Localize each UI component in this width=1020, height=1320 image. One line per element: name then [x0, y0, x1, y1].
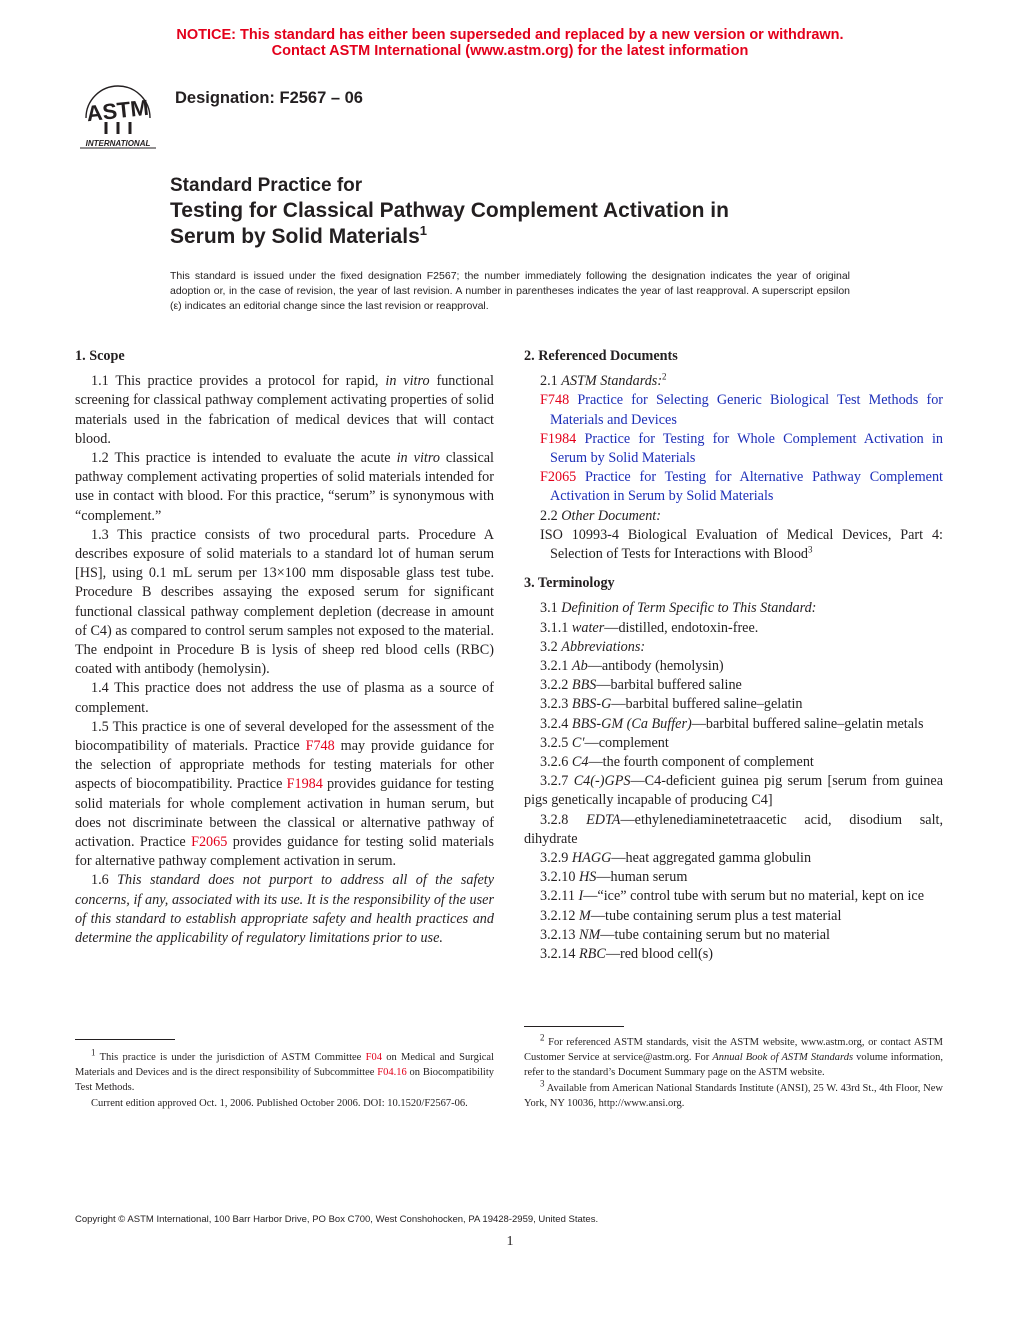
- edition-note: Current edition approved Oct. 1, 2006. Published October 2006. DOI: 10.1520/F2567-06.: [91, 1097, 468, 1109]
- abbreviations-italic: Abbreviations:: [561, 638, 646, 655]
- scope-1-5-text-b: may provide guidance for the selection of appropriate methods for testing materials for other aspects of biocompatibility. Practice: [75, 738, 494, 793]
- term-item: [524, 849, 943, 868]
- left-column: [75, 347, 494, 948]
- scope-1-6: [75, 871, 494, 948]
- footnote-1: [75, 1047, 494, 1096]
- copyright: Copyright © ASTM International, 100 Barr Harbor Drive, PO Box C700, West Conshohocken, PA 19428-2959, United States.: [75, 1214, 599, 1225]
- term-name: water: [571, 619, 605, 636]
- term-def: —heat aggregated gamma globulin: [611, 850, 812, 867]
- term-item: [524, 695, 943, 714]
- ref-code-f2065[interactable]: F2065: [540, 469, 577, 486]
- ref-title[interactable]: Practice for Testing for Whole Complement Activation in Serum by Solid Materials: [550, 430, 944, 467]
- scope-1-5-text-a: 1.5 This practice is one of several developed for the assessment of the biocompatibility of materials. Practice: [75, 718, 494, 755]
- astm-standards-num: 2.1: [540, 373, 562, 390]
- footnote-1-text-b: on Medical and Surgical Materials and Devices and is the direct responsibility of Subcommittee: [75, 1052, 494, 1079]
- scope-1-5-text-c: provides guidance for testing solid materials for whole complement activation in human serum, but does not discriminate between the classical or alternative pathway of activation. Practice: [75, 776, 494, 851]
- term-num: 3.2.7: [540, 773, 574, 790]
- footnotes-left: [75, 1047, 494, 1111]
- title-line-3: [170, 224, 870, 250]
- term-num: 3.2.13: [540, 926, 580, 943]
- scope-1-2: [75, 449, 494, 526]
- notice-line-2: Contact ASTM International (www.astm.org) for the latest information: [271, 43, 749, 59]
- abbreviations-label: [524, 638, 943, 657]
- page-number: 1: [506, 1234, 514, 1249]
- footnote-2-text-a: For referenced ASTM standards, visit the ASTM website, www.astm.org, or contact ASTM Customer Service at service@astm.org. For: [524, 1037, 943, 1064]
- document-title: [170, 174, 870, 250]
- ref-code-f748[interactable]: F748: [540, 392, 570, 409]
- term-def: —ethylenediaminetetraacetic acid, disodium salt, dihydrate: [524, 811, 943, 847]
- scope-1-1: [75, 372, 494, 449]
- link-f2065[interactable]: F2065: [191, 834, 228, 851]
- ref-item[interactable]: [524, 468, 943, 506]
- footnote-2: [524, 1032, 943, 1081]
- term-item: [524, 811, 943, 849]
- designation: Designation: F2567 – 06: [175, 89, 363, 107]
- link-committee-f04[interactable]: F04: [365, 1052, 382, 1063]
- term-name: EDTA: [586, 811, 621, 828]
- term-def: —red blood cell(s): [605, 946, 713, 963]
- footnote-rule-left: [75, 1039, 175, 1040]
- term-num: 3.2.5: [540, 734, 572, 751]
- definition-label: [524, 599, 943, 618]
- footnote-2-marker: 2: [540, 1032, 545, 1043]
- ref-title[interactable]: Practice for Selecting Generic Biological Test Methods for Materials and Devices: [550, 392, 944, 428]
- term-def: —human serum: [596, 869, 688, 886]
- term-num: 3.2.4: [540, 715, 572, 732]
- notice-line-1: NOTICE: This standard has either been superseded and replaced by a new version or withdrawn.: [176, 27, 844, 43]
- term-num: 3.2.10: [540, 869, 580, 886]
- terminology-heading: 3. Terminology: [524, 575, 615, 592]
- term-def: —tube containing serum plus a test material: [590, 907, 842, 924]
- scope-1-6-italic: This standard does not purport to address all of the safety concerns, if any, associated with its use. It is the responsibility of the user of this standard to establish appropriate safety and health practices and determine the applicability of regulatory limitations prior to use.: [75, 872, 494, 947]
- title-line-3-text: Serum by Solid Materials: [170, 225, 420, 248]
- term-def: —tube containing serum but no material: [600, 926, 830, 943]
- term-name: I: [578, 888, 584, 905]
- title-line-1: Standard Practice for: [170, 175, 363, 196]
- term-item: [524, 772, 943, 810]
- scope-1-5-text-d: provides guidance for testing solid materials for alternative pathway complement activation in serum.: [75, 834, 494, 870]
- ref-code-f1984[interactable]: F1984: [540, 430, 577, 447]
- astm-logo-icon: [76, 74, 160, 150]
- logo-subtext: INTERNATIONAL: [85, 139, 151, 148]
- scope-1-2-text-b: classical pathway complement activating properties of solid materials intended for use in contact with blood. For this practice, “serum” is synonymous with “complement.”: [75, 450, 494, 524]
- scope-heading: 1. Scope: [75, 348, 125, 364]
- term-item: [524, 887, 943, 906]
- footnote-3-marker: 3: [540, 1078, 545, 1089]
- term-name: BBS: [571, 677, 597, 694]
- term-item: [524, 715, 943, 734]
- term-num: 3.2.11: [540, 888, 579, 905]
- term-name: Ab: [571, 658, 588, 675]
- iso-sup: 3: [808, 544, 813, 555]
- scope-1-3: 1.3 This practice consists of two procedural parts. Procedure A describes exposure of solid materials to a standard lot of human serum [HS], using 0.1 mL serum per 13×100 mm disposable glass test tube. Procedure B describes assaying the exposed serum for significant functional classical pathway complement depletion (decrease in amount of C4) as compared to control serum samples not exposed to the material. The endpoint in Procedure B is lysis of sheep red blood cells (RBC) coated with antibody (hemolysin).: [75, 526, 494, 678]
- footnote-2-italic: Annual Book of ASTM Standards: [712, 1052, 854, 1064]
- scope-1-2-text: 1.2 This practice is intended to evaluate the acute: [91, 450, 397, 467]
- other-document-italic: Other Document:: [561, 507, 661, 524]
- scope-1-1-italic: in vitro: [385, 373, 430, 390]
- astm-standards-label: [524, 372, 943, 391]
- term-def: —barbital buffered saline–gelatin: [611, 696, 803, 713]
- other-document-num: 2.2: [540, 507, 562, 524]
- astm-standards-italic: ASTM Standards:: [561, 373, 663, 390]
- term-def: —complement: [584, 734, 669, 751]
- footnote-rule-right: [524, 1026, 624, 1027]
- term-num: 3.2.14: [540, 946, 580, 963]
- link-f748[interactable]: F748: [305, 738, 335, 755]
- term-item: [524, 945, 943, 964]
- footnote-3: [524, 1078, 943, 1111]
- other-document-label: [524, 507, 943, 526]
- term-item: [524, 907, 943, 926]
- term-num: 3.2.3: [540, 696, 572, 713]
- term-num: 3.2.2: [540, 677, 572, 694]
- term-name: C4: [571, 754, 589, 771]
- scope-1-1-text-b: functional screening for classical pathway complement activating properties of solid materials used in the fabrication of medical devices that will contact blood.: [75, 373, 494, 447]
- term-def: —“ice” control tube with serum but no material, kept on ice: [583, 888, 925, 905]
- referenced-heading: 2. Referenced Documents: [524, 348, 678, 364]
- footnotes-right: [524, 1032, 943, 1111]
- term-num: 3.1.1: [540, 619, 572, 636]
- scope-1-5: [75, 718, 494, 872]
- term-num: 3.2.8: [540, 811, 587, 828]
- title-line-2: Testing for Classical Pathway Complement Activation in: [170, 199, 729, 222]
- ref-title[interactable]: Practice for Testing for Alternative Pathway Complement Activation in Serum by Solid Materials: [550, 469, 943, 505]
- term-name: RBC: [579, 946, 606, 963]
- astm-standards-sup: 2: [662, 371, 667, 382]
- ref-item[interactable]: [524, 430, 943, 468]
- iso-text: ISO 10993-4 Biological Evaluation of Medical Devices, Part 4: Selection of Tests for Interactions with Blood: [540, 526, 943, 563]
- supersede-notice: [0, 27, 1020, 59]
- ref-item[interactable]: [524, 391, 943, 429]
- scope-1-6-num: 1.6: [91, 872, 118, 889]
- term-num: 3.2.12: [540, 907, 580, 924]
- definition-num: 3.1: [540, 600, 562, 617]
- term-name: HS: [579, 869, 597, 886]
- term-num: 3.2.6: [540, 754, 572, 771]
- term-num: 3.2.9: [540, 850, 572, 867]
- term-name: C4(-)GPS: [573, 773, 631, 790]
- abbreviations-num: 3.2: [540, 638, 562, 655]
- title-footnote-marker: 1: [419, 223, 427, 238]
- term-name: BBS-G: [571, 696, 612, 713]
- term-item: [524, 657, 943, 676]
- logo-text: ASTM: [85, 94, 150, 127]
- term-item: [524, 676, 943, 695]
- iso-reference: [524, 526, 943, 564]
- definition-italic: Definition of Term Specific to This Standard:: [561, 600, 817, 617]
- term-water: [524, 619, 943, 638]
- term-item: [524, 753, 943, 772]
- footnote-1-text-a: This practice is under the jurisdiction of ASTM Committee: [95, 1052, 366, 1063]
- right-column: [524, 347, 943, 964]
- term-item: [524, 868, 943, 887]
- footnote-1-text-c: on Biocompatibility Test Methods.: [75, 1067, 494, 1094]
- astm-logo: [76, 74, 160, 150]
- footnote-3-text: Available from American National Standards Institute (ANSI), 25 W. 43rd St., 4th Floor, New York, NY 10036, http://www.ansi.org.: [524, 1082, 943, 1109]
- term-def: —barbital buffered saline: [596, 677, 742, 694]
- link-subcommittee-f04-16[interactable]: F04.16: [377, 1067, 407, 1079]
- link-f1984[interactable]: F1984: [286, 776, 323, 793]
- term-def: —barbital buffered saline–gelatin metals: [691, 715, 924, 732]
- term-name: HAGG: [571, 850, 612, 867]
- scope-1-2-italic: in vitro: [396, 450, 440, 467]
- term-def: —C4-deficient guinea pig serum [serum from guinea pigs genetically incapable of producing C4]: [524, 773, 943, 809]
- term-name: BBS-GM (Ca Buffer): [571, 715, 692, 732]
- term-def: —distilled, endotoxin-free.: [604, 619, 759, 636]
- term-def: —the fourth component of complement: [588, 754, 814, 771]
- term-name: M: [579, 907, 591, 924]
- scope-1-4: 1.4 This practice does not address the use of plasma as a source of complement.: [75, 680, 494, 716]
- term-item: [524, 734, 943, 753]
- term-item: [524, 926, 943, 945]
- term-num: 3.2.1: [540, 658, 572, 675]
- issued-note: This standard is issued under the fixed designation F2567; the number immediately following the designation indicates the year of original adoption or, in the case of revision, the year of last revision. A number in parentheses indicates the year of last reapproval. A superscript epsilon (ε) indicates an editorial change since the last revision or reapproval.: [170, 270, 850, 312]
- term-name: NM: [579, 926, 601, 943]
- footnote-2-text-b: volume information, refer to the standard’s Document Summary page on the ASTM website.: [524, 1052, 943, 1079]
- scope-1-1-text: 1.1 This practice provides a protocol for rapid,: [91, 373, 386, 390]
- term-name: C′: [571, 734, 585, 751]
- footnote-1-marker: 1: [91, 1047, 96, 1058]
- term-def: —antibody (hemolysin): [587, 658, 724, 675]
